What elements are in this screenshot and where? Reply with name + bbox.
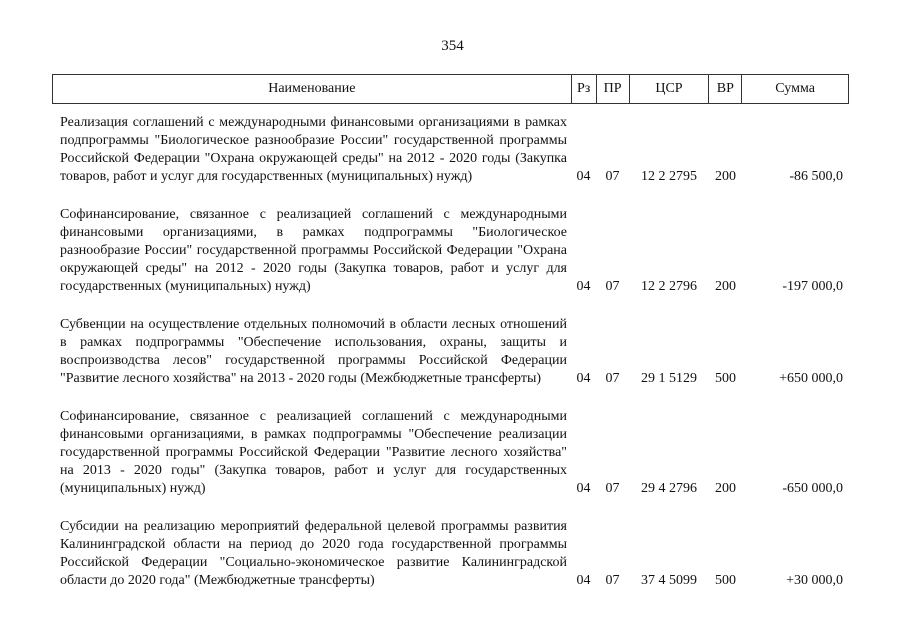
row-sum: +30 000,0: [786, 573, 843, 588]
page-number: 354: [441, 38, 464, 54]
row-name: Софинансирование, связанное с реализацией соглашений с международными финансовыми организациями, в рамках подпрограммы "Биологическое разнообразие России" государственной программы Российской Федерации "Охрана окружающей среды" на 2012 - 2020 годы (Закупка товаров, работ и услуг для государственных (муниципальных) нужд): [60, 207, 567, 294]
row-rz: 04: [576, 169, 591, 184]
row-csr: 12 2 2795: [641, 169, 697, 184]
row-vr: 200: [715, 279, 736, 294]
table-row: [52, 408, 849, 498]
row-csr: 12 2 2796: [641, 279, 697, 294]
row-sum: -650 000,0: [782, 481, 843, 496]
row-vr: 200: [715, 169, 736, 184]
row-name: Субвенции на осуществление отдельных полномочий в области лесных отношений в рамках подпрограммы "Обеспечение использования, охраны, защиты и воспроизводства лесов" государственной программы Российской Федерации "Развитие лесного хозяйства" на 2013 - 2020 годы (Межбюджетные трансферты): [60, 317, 567, 386]
row-vr: 500: [715, 371, 736, 386]
row-csr: 37 4 5099: [641, 573, 697, 588]
table-row: [52, 114, 849, 186]
header-sum: Сумма: [741, 75, 848, 103]
table-row: [52, 316, 849, 388]
header-name: Наименование: [268, 81, 356, 96]
row-csr: 29 1 5129: [641, 371, 697, 386]
header-rz: Рз: [571, 75, 596, 103]
row-pr: 07: [605, 169, 620, 184]
header-vr: ВР: [708, 75, 741, 103]
row-rz: 04: [576, 371, 591, 386]
row-sum: -86 500,0: [789, 169, 843, 184]
row-pr: 07: [605, 279, 620, 294]
row-name: Реализация соглашений с международными финансовыми организациями в рамках подпрограммы "Биологическое разнообразие России" государственной программы Российской Федерации "Охрана окружающей среды" на 2012 - 2020 годы (Закупка товаров, работ и услуг для государственных (муниципальных) нужд): [60, 115, 567, 184]
header-pr: ПР: [596, 75, 629, 103]
row-rz: 04: [576, 573, 591, 588]
row-vr: 500: [715, 573, 736, 588]
budget-table: [52, 74, 849, 590]
row-name: Субсидии на реализацию мероприятий федеральной целевой программы развития Калининградской области на период до 2020 года государственной программы Российской Федерации "Социально-экономическое развитие Калининградской области до 2020 года" (Межбюджетные трансферты): [60, 519, 567, 588]
row-pr: 07: [605, 481, 620, 496]
row-rz: 04: [576, 279, 591, 294]
row-sum: +650 000,0: [779, 371, 843, 386]
header-csr: ЦСР: [629, 75, 709, 103]
row-pr: 07: [605, 371, 620, 386]
table-row: [52, 206, 849, 296]
table-header: [52, 74, 849, 104]
table-row: [52, 518, 849, 590]
row-sum: -197 000,0: [782, 279, 843, 294]
row-name: Софинансирование, связанное с реализацией соглашений с международными финансовыми организациями, в рамках подпрограммы "Обеспечение реализации государственной программы Российской Федерации "Развитие лесного хозяйства" на 2013 - 2020 годы" (Закупка товаров, работ и услуг для государственных (муниципальных) нужд): [60, 409, 567, 496]
row-pr: 07: [605, 573, 620, 588]
row-vr: 200: [715, 481, 736, 496]
row-csr: 29 4 2796: [641, 481, 697, 496]
row-rz: 04: [576, 481, 591, 496]
